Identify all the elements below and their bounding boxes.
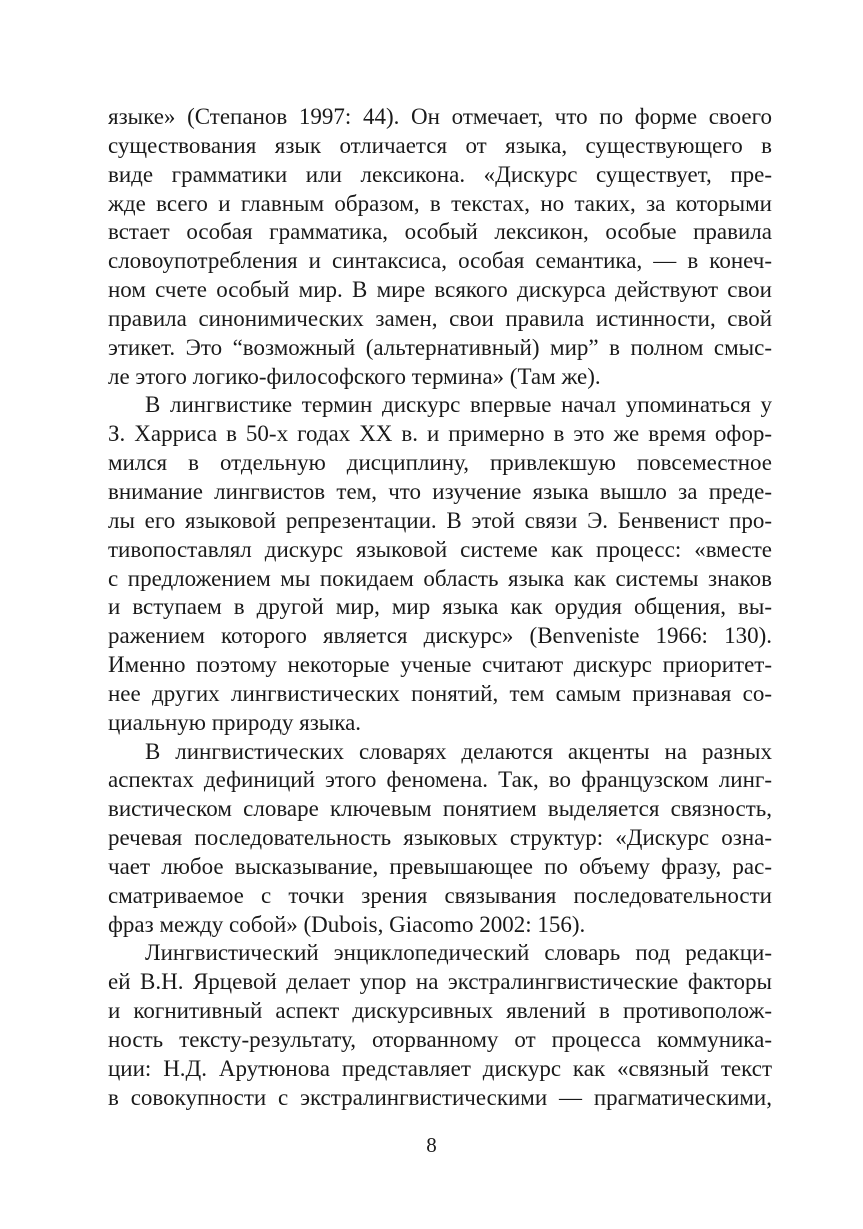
text-line: словоупотребления и синтаксиса, особая семантика, — в конеч-: [108, 248, 772, 274]
text-line: ном счете особый мир. В мире всякого дискурса действуют свои: [108, 277, 772, 303]
paragraph-3: [108, 738, 772, 940]
text-line: и вступаем в другой мир, мир языка как орудия общения, вы-: [108, 594, 772, 620]
text-line: правила синонимических замен, свои правила истинности, свой: [108, 305, 772, 331]
text-line: языке» (Степанов 1997: 44). Он отмечает, что по форме своего: [108, 104, 772, 129]
text-line: речевая последовательность языковых структур: «Дискурс озна-: [108, 825, 772, 851]
paragraph-2: [108, 391, 772, 737]
paragraph-1: [108, 103, 772, 391]
text-line: виде грамматики или лексикона. «Дискурс существует, пре-: [108, 161, 772, 187]
text-line: В лингвистических словарях делаются акценты на разных: [145, 738, 772, 764]
text-line: аспектах дефиниций этого феномена. Так, во французском линг-: [108, 767, 772, 793]
text-line: чает любое высказывание, превышающее по объему фразу, рас-: [108, 853, 772, 879]
text-line: лы его языковой репрезентации. В этой связи Э. Бенвенист про-: [108, 507, 772, 533]
text-line: В лингвистике термин дискурс впервые начал упоминаться у: [145, 392, 772, 418]
paragraph-4: [108, 939, 772, 1112]
text-line: Именно поэтому некоторые ученые считают дискурс приоритет-: [108, 652, 772, 678]
text-line: ле этого логико-философского термина» (Там же).: [108, 363, 601, 389]
text-line: внимание лингвистов тем, что изучение языка вышло за преде-: [108, 478, 772, 504]
text-line: и когнитивный аспект дискурсивных явлений в противополож-: [108, 998, 772, 1024]
page-body: [108, 103, 772, 1113]
text-line: мился в отдельную дисциплину, привлекшую повсеместное: [108, 450, 772, 476]
page-number: 8: [426, 1133, 437, 1157]
text-line: Лингвистический энциклопедический словарь под редакци-: [145, 940, 772, 966]
text-line: тивопоставлял дискурс языковой системе как процесс: «вместе: [108, 536, 772, 562]
text-line: существования язык отличается от языка, существующего в: [108, 132, 772, 158]
text-line: в совокупности с экстралингвистическими — прагматическими,: [108, 1084, 772, 1110]
text-line: сматриваемое с точки зрения связывания последовательности: [108, 882, 772, 908]
text-line: З. Харриса в 50-х годах XX в. и примерно в это же время офор-: [108, 421, 772, 447]
text-line: встает особая грамматика, особый лексикон, особые правила: [108, 219, 772, 245]
text-line: циальную природу языка.: [108, 709, 362, 735]
text-line: вистическом словаре ключевым понятием выделяется связность,: [108, 796, 772, 822]
text-line: жде всего и главным образом, в текстах, но таких, за которыми: [108, 190, 772, 216]
text-line: этикет. Это “возможный (альтернативный) мир” в полном смыс-: [108, 334, 772, 360]
text-line: с предложением мы покидаем область языка как системы знаков: [108, 565, 772, 591]
text-line: ции: Н.Д. Арутюнова представляет дискурс как «связный текст: [108, 1055, 772, 1081]
text-line: ность тексту-результату, оторванному от процесса коммуника-: [108, 1027, 772, 1052]
text-line: фраз между собой» (Dubois, Giacomo 2002: 156).: [108, 911, 586, 937]
text-line: ражением которого является дискурс» (Benveniste 1966: 130).: [108, 623, 772, 649]
text-line: ей В.Н. Ярцевой делает упор на экстралингвистические факторы: [108, 969, 772, 995]
text-line: нее других лингвистических понятий, тем самым признавая со-: [108, 680, 772, 706]
